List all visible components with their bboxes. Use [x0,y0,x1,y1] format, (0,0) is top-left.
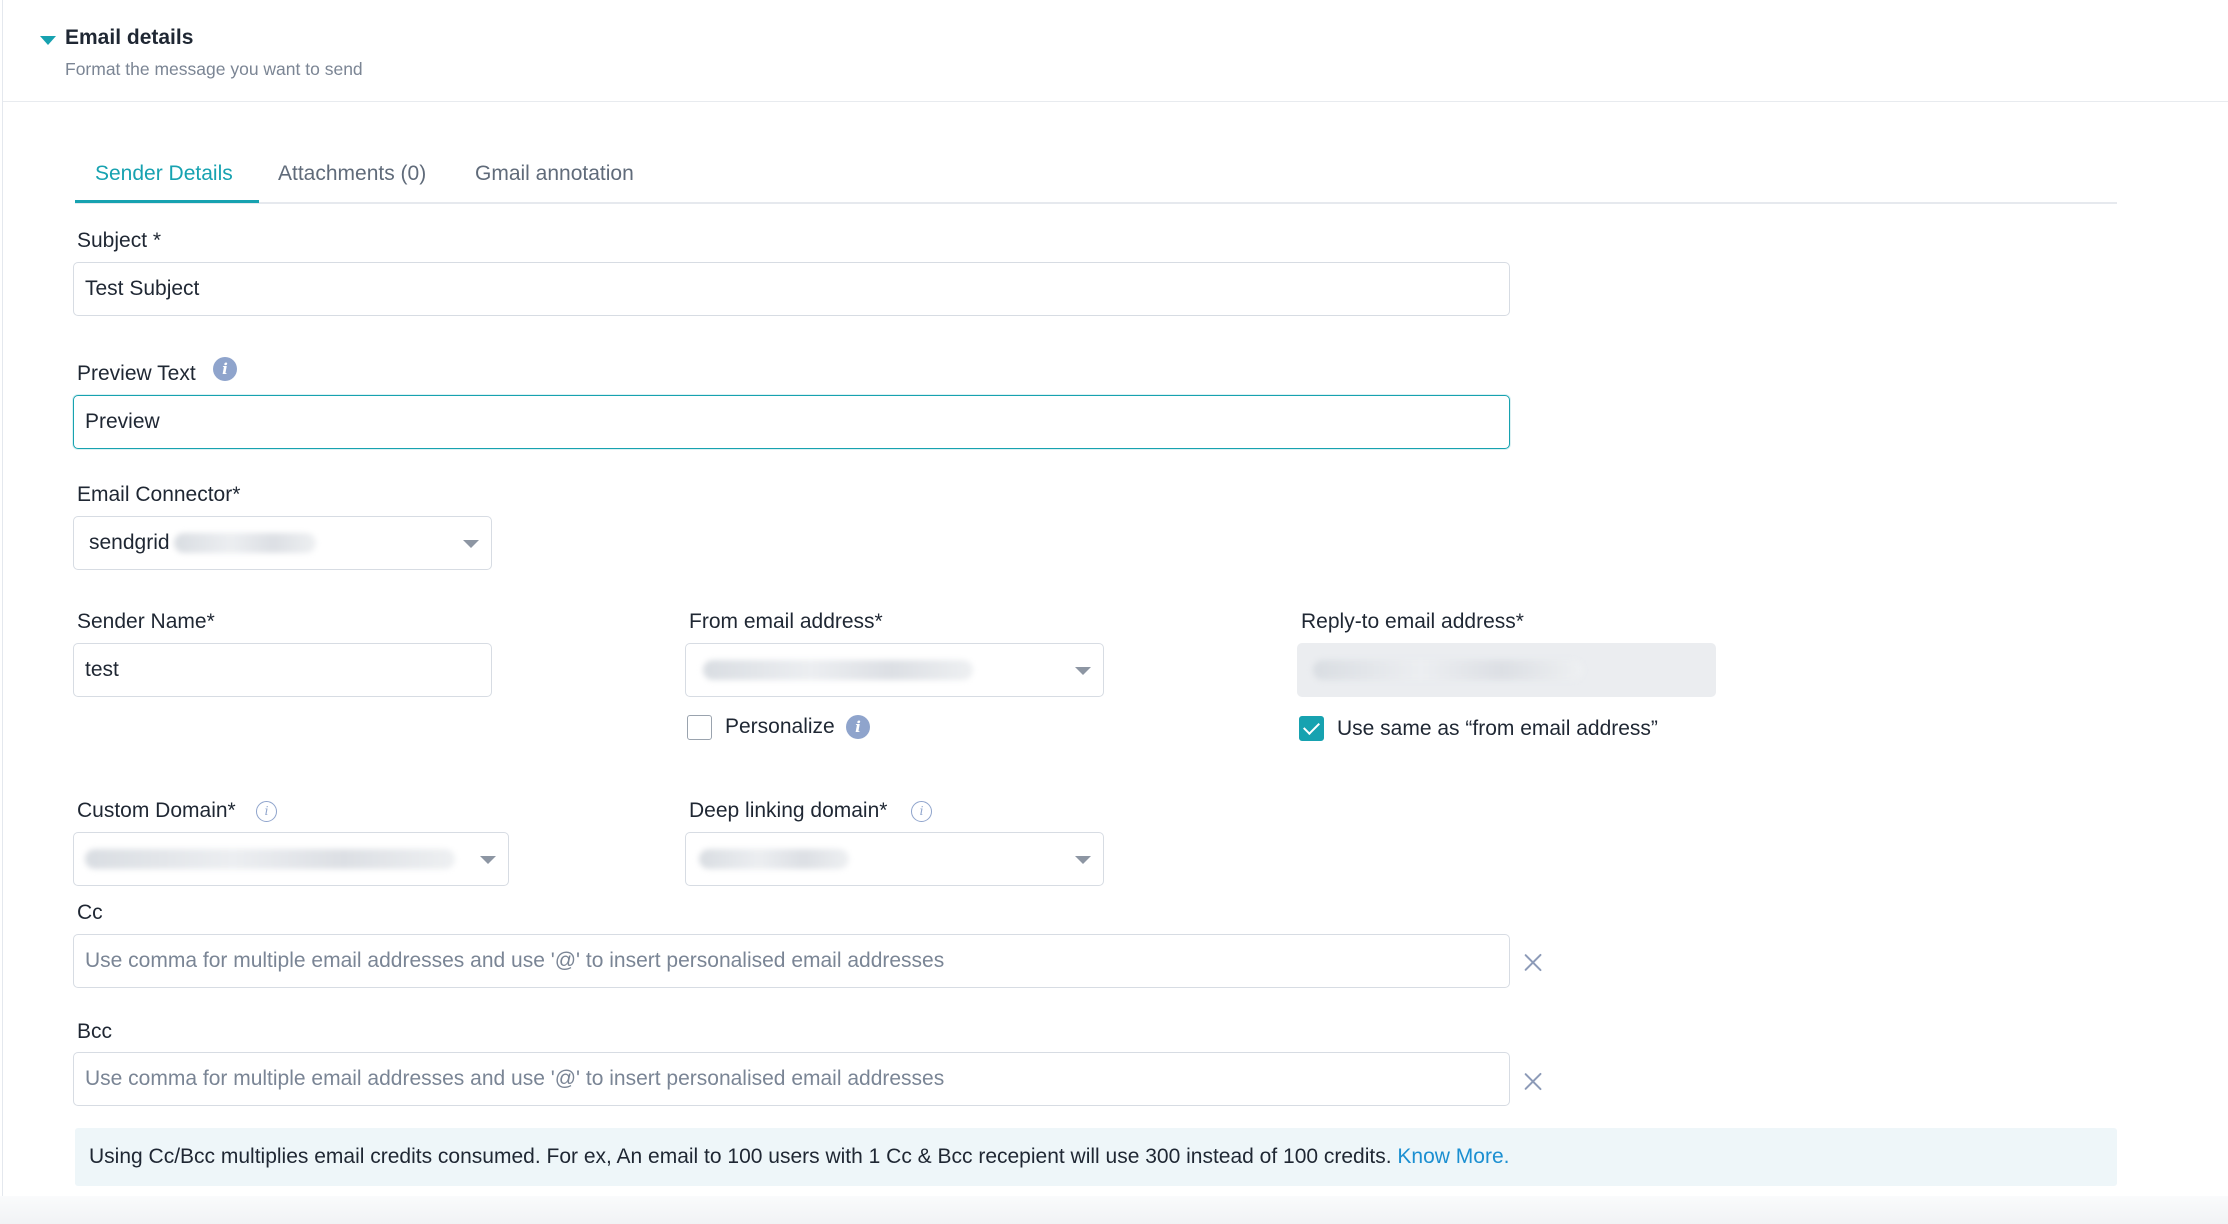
redacted-text [703,660,973,680]
collapse-caret-icon[interactable] [40,36,56,45]
section-title: Email details [65,26,194,49]
personalize-checkbox[interactable] [687,715,712,740]
sender-name-label: Sender Name* [77,610,215,633]
from-email-select[interactable] [685,643,1104,697]
cc-label: Cc [77,901,103,924]
personalize-info-icon[interactable]: i [846,715,870,739]
preview-text-input[interactable]: Preview [73,395,1510,449]
personalize-label: Personalize [725,715,835,738]
email-connector-label: Email Connector* [77,483,241,506]
section-header[interactable] [3,0,2228,102]
custom-domain-select[interactable] [73,832,509,886]
reply-to-input [1297,643,1716,697]
email-connector-select[interactable] [73,516,492,570]
chevron-down-icon [1075,667,1091,675]
deep-linking-info-icon[interactable]: i [911,801,932,822]
chevron-down-icon [1075,856,1091,864]
bcc-placeholder: Use comma for multiple email addresses and use '@' to insert personalised email addresses [85,1067,945,1090]
credits-notice [75,1128,2117,1186]
redacted-text [85,849,455,869]
active-tab-indicator [75,200,259,203]
subject-label: Subject * [77,229,162,252]
deep-linking-select[interactable] [685,832,1104,886]
from-email-label: From email address* [689,610,883,633]
custom-domain-info-icon[interactable]: i [256,801,277,822]
section-subtitle: Format the message you want to send [65,59,363,79]
bottom-divider [0,1196,2228,1224]
chevron-down-icon [480,856,496,864]
sender-name-input[interactable]: test [73,643,492,697]
cc-placeholder: Use comma for multiple email addresses and use '@' to insert personalised email addresses [85,949,945,972]
use-same-checkbox[interactable] [1299,716,1324,741]
chevron-down-icon [463,540,479,548]
know-more-link[interactable]: Know More. [1397,1145,1510,1168]
tab-sender-details[interactable]: Sender Details [95,162,233,185]
bcc-label: Bcc [77,1020,113,1043]
tab-bar [75,152,2117,204]
redacted-text [174,533,316,553]
bcc-input[interactable] [73,1052,1510,1106]
preview-text-info-icon[interactable]: i [213,357,237,381]
deep-linking-label: Deep linking domain* [689,799,888,822]
email-connector-value: sendgrid [89,531,170,554]
tab-attachments[interactable]: Attachments (0) [278,162,427,185]
bcc-close-icon[interactable] [1522,1070,1544,1092]
reply-to-label: Reply-to email address* [1301,610,1524,633]
subject-input[interactable]: Test Subject [73,262,1510,316]
use-same-label: Use same as “from email address” [1337,717,1658,740]
preview-text-label: Preview Text [77,362,196,385]
tab-gmail-annotation[interactable]: Gmail annotation [475,162,634,185]
custom-domain-label: Custom Domain* [77,799,236,822]
redacted-text [699,849,849,869]
email-details-panel [2,0,2228,1224]
redacted-text [1313,660,1583,680]
notice-text: Using Cc/Bcc multiplies email credits consumed. For ex, An email to 100 users with 1 Cc & Bcc recepient will use 300 instead of 100 credits. [89,1145,1392,1168]
cc-close-icon[interactable] [1522,951,1544,973]
cc-input[interactable] [73,934,1510,988]
